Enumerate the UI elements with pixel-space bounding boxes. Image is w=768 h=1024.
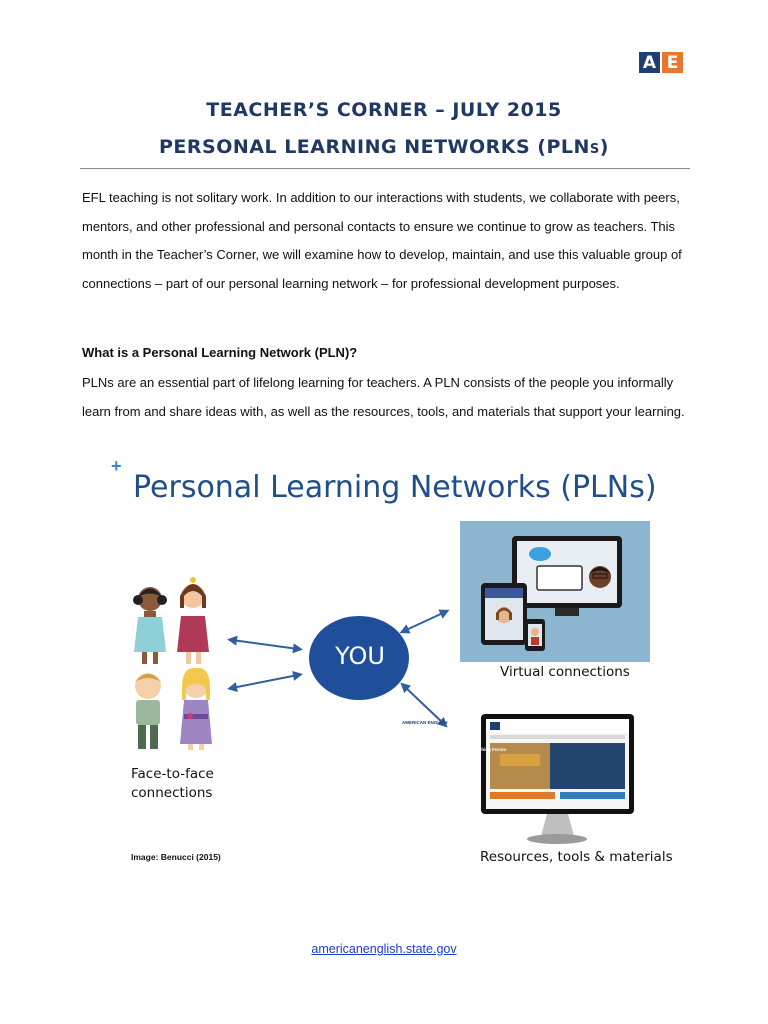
arrow-resources xyxy=(404,686,444,724)
page-title: TEACHER’S CORNER – JULY 2015 xyxy=(206,99,562,121)
virtual-connections-image xyxy=(460,521,650,662)
arrow-face-bottom xyxy=(232,675,298,688)
arrow-virtual xyxy=(404,612,445,631)
face-label-line2: connections xyxy=(131,785,213,801)
site-header-text: AMERICAN ENGLISH xyxy=(402,720,448,725)
plus-icon: + xyxy=(111,456,122,476)
ae-logo xyxy=(639,52,683,73)
person-green-icon xyxy=(135,673,161,749)
footer-link[interactable]: americanenglish.state.gov xyxy=(311,942,457,956)
face-to-face-label xyxy=(131,765,214,803)
subtitle-main: PERSONAL LEARNING NETWORKS (PLN xyxy=(159,136,590,158)
page-subtitle xyxy=(0,136,768,158)
site-forum-text: FORUM xyxy=(402,753,432,762)
face-label-line1: Face-to-face xyxy=(131,766,214,782)
logo-letter-a: A xyxy=(639,52,660,73)
title-divider xyxy=(80,168,690,169)
resources-label: Resources, tools & materials xyxy=(480,849,673,865)
pln-figure xyxy=(100,456,680,876)
site-banner-text: English Teaching Forum xyxy=(454,747,507,752)
bird-icon xyxy=(529,547,551,561)
logo-letter-e: E xyxy=(662,52,683,73)
figure-title: Personal Learning Networks (PLNs) xyxy=(133,470,657,505)
intro-paragraph: EFL teaching is not solitary work. In addition to our interactions with students, we collaborate with peers, mentors, and other professional and personal contacts to ensure we continue to grow as teachers. This month in the Teacher’s Corner, we will examine how to develop, maintain, and use this valuable group of connections – part of our personal learning network – for professional development purposes. xyxy=(82,190,682,291)
image-credit: Image: Benucci (2015) xyxy=(131,852,221,862)
subtitle-end: ) xyxy=(599,136,609,158)
section-paragraph: PLNs are an essential part of lifelong learning for teachers. A PLN consists of the people you informally learn from and share ideas with, as well as the resources, tools, and materials that support your learning. xyxy=(82,375,685,419)
subtitle-small: S xyxy=(589,142,600,157)
person-purple-icon xyxy=(180,668,212,750)
section-heading: What is a Personal Learning Network (PLN)? xyxy=(82,345,358,360)
virtual-connections-label: Virtual connections xyxy=(500,664,630,680)
you-label: YOU xyxy=(335,642,385,670)
arrow-face-top xyxy=(232,640,298,649)
resources-monitor-image xyxy=(481,714,634,844)
facebook-text: facebook xyxy=(387,589,416,596)
person-red-icon xyxy=(177,577,209,664)
person-teal-icon xyxy=(133,587,167,664)
